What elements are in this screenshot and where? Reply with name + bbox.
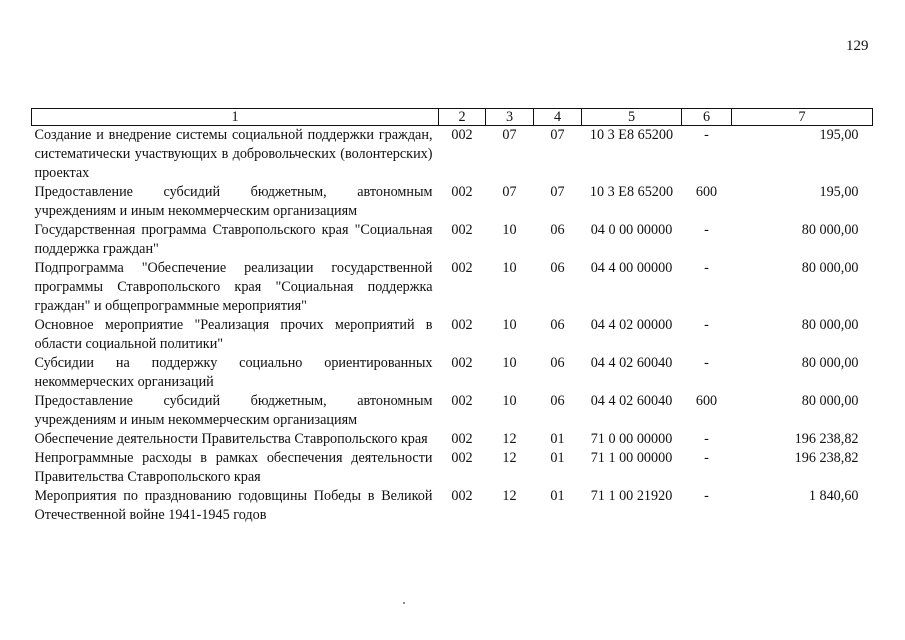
row-code-ministry: 002: [451, 184, 473, 200]
row-name: Создание и внедрение системы социальной поддержки граждан, систематически участвующих в добровольческих (волонтерских) проектах: [34, 127, 433, 181]
table-row: [32, 487, 873, 525]
table-row: [32, 430, 873, 449]
header-col-6: 6: [682, 109, 732, 126]
row-section: 10: [502, 317, 517, 333]
row-target-article: 10 3 E8 65200: [589, 127, 674, 143]
row-expense-type: -: [704, 317, 709, 333]
row-subsection: 06: [550, 222, 565, 238]
row-name: Подпрограмма "Обеспечение реализации государственной программы Ставропольского края "Социальная поддержка граждан" и общепрограммные мероприятия": [34, 260, 433, 314]
row-amount: 80 000,00: [801, 260, 859, 276]
header-col-7: 7: [732, 109, 873, 126]
row-subsection: 06: [550, 393, 565, 409]
row-name: Предоставление субсидий бюджетным, автономным учреждениям и иным некоммерческим организациям: [34, 393, 433, 428]
row-section: 10: [502, 222, 517, 238]
row-section: 10: [502, 355, 517, 371]
row-target-article: 04 4 02 60040: [590, 393, 673, 409]
row-subsection: 07: [550, 184, 565, 200]
row-section: 07: [502, 184, 517, 200]
header-col-4: 4: [534, 109, 582, 126]
row-expense-type: -: [704, 488, 709, 504]
row-target-article: 04 4 02 60040: [590, 355, 673, 371]
row-code-ministry: 002: [451, 393, 473, 409]
row-expense-type: -: [704, 355, 709, 371]
row-amount: 80 000,00: [801, 393, 859, 409]
row-target-article: 10 3 E8 65200: [589, 184, 674, 200]
row-code-ministry: 002: [451, 355, 473, 371]
row-name: Обеспечение деятельности Правительства Ставропольского края: [34, 431, 428, 447]
row-amount: 1 840,60: [808, 488, 859, 504]
row-section: 10: [502, 393, 517, 409]
row-amount: 196 238,82: [794, 431, 859, 447]
row-expense-type: -: [704, 222, 709, 238]
row-name: Мероприятия по празднованию годовщины Победы в Великой Отечественной войне 1941-1945 годов: [34, 488, 433, 523]
row-expense-type: 600: [695, 184, 718, 200]
row-subsection: 06: [550, 260, 565, 276]
header-row: [32, 109, 873, 126]
row-name: Субсидии на поддержку социально ориентированных некоммерческих организаций: [34, 355, 433, 390]
table-row: [32, 259, 873, 316]
table-row: [32, 316, 873, 354]
row-expense-type: -: [704, 450, 709, 466]
row-section: 12: [502, 488, 517, 504]
row-subsection: 01: [550, 488, 565, 504]
row-code-ministry: 002: [451, 317, 473, 333]
row-subsection: 01: [550, 431, 565, 447]
row-code-ministry: 002: [451, 431, 473, 447]
row-amount: 80 000,00: [801, 222, 859, 238]
table-row: [32, 354, 873, 392]
row-section: 10: [502, 260, 517, 276]
table-row: [32, 126, 873, 184]
row-code-ministry: 002: [451, 260, 473, 276]
row-subsection: 06: [550, 355, 565, 371]
row-amount: 80 000,00: [801, 355, 859, 371]
row-target-article: 04 4 02 00000: [590, 317, 673, 333]
scan-speck: [403, 602, 405, 604]
header-col-1: 1: [32, 109, 439, 126]
row-section: 12: [502, 431, 517, 447]
row-expense-type: 600: [695, 393, 718, 409]
row-amount: 80 000,00: [801, 317, 859, 333]
row-target-article: 71 1 00 21920: [590, 488, 673, 504]
table-row: [32, 183, 873, 221]
row-name: Государственная программа Ставропольского края "Социальная поддержка граждан": [34, 222, 433, 257]
header-col-3: 3: [486, 109, 534, 126]
table-row: [32, 449, 873, 487]
header-col-5: 5: [582, 109, 682, 126]
row-code-ministry: 002: [451, 222, 473, 238]
row-expense-type: -: [704, 431, 709, 447]
row-amount: 195,00: [819, 127, 859, 143]
row-target-article: 04 0 00 00000: [590, 222, 673, 238]
table-row: [32, 221, 873, 259]
row-code-ministry: 002: [451, 488, 473, 504]
row-target-article: 71 0 00 00000: [590, 431, 673, 447]
budget-table: [31, 108, 873, 525]
row-name: Основное мероприятие "Реализация прочих мероприятий в области социальной политики": [34, 317, 433, 352]
row-subsection: 01: [550, 450, 565, 466]
row-expense-type: -: [704, 127, 709, 143]
header-col-2: 2: [439, 109, 486, 126]
row-name: Непрограммные расходы в рамках обеспечения деятельности Правительства Ставропольского края: [34, 450, 433, 485]
row-section: 07: [502, 127, 517, 143]
table-row: [32, 392, 873, 430]
row-section: 12: [502, 450, 517, 466]
row-target-article: 04 4 00 00000: [590, 260, 673, 276]
row-target-article: 71 1 00 00000: [590, 450, 673, 466]
row-subsection: 07: [550, 127, 565, 143]
row-name: Предоставление субсидий бюджетным, автономным учреждениям и иным некоммерческим организациям: [34, 184, 433, 219]
page-number: 129: [846, 38, 869, 54]
row-expense-type: -: [704, 260, 709, 276]
row-amount: 195,00: [819, 184, 859, 200]
row-code-ministry: 002: [451, 450, 473, 466]
row-subsection: 06: [550, 317, 565, 333]
row-amount: 196 238,82: [794, 450, 859, 466]
row-code-ministry: 002: [451, 127, 473, 143]
